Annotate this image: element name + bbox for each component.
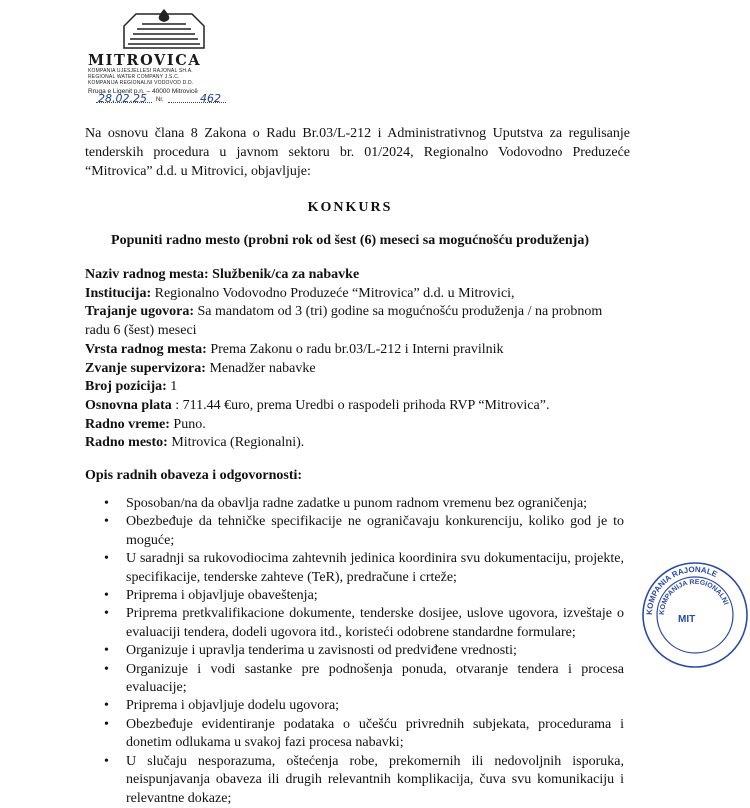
- bullet-icon: •: [104, 698, 109, 714]
- field-value: Sa mandatom od 3 (tri) godine sa mogućnošću produženja / na probnom radu 6 (šest) meseci: [85, 304, 603, 339]
- bullet-icon: •: [104, 588, 109, 604]
- company-name: MITROVICA: [88, 52, 202, 69]
- duty-text: Sposoban/na da obavlja radne zadatke u punom radnom vremenu bez ograničenja;: [126, 496, 588, 511]
- registration-number-label: Nr.: [156, 97, 164, 103]
- field-salary: [85, 397, 625, 416]
- field-value: Mitrovica (Regionalni).: [167, 435, 305, 451]
- field-label: Radno vreme:: [85, 416, 170, 432]
- field-label: Vrsta radnog mesta:: [85, 341, 207, 357]
- duty-text: Priprema pretkvalifikacione dokumente, tenderske dosijee, uslove ugovora, izveštaje o evaluaciji tendera, dodeli ugovora itd., koristeći odobrene standardne formulare;: [126, 606, 624, 640]
- bullet-icon: •: [104, 661, 109, 677]
- duty-text: Pripremа i objavljuje obaveštenja;: [126, 588, 318, 604]
- bullet-icon: •: [104, 606, 109, 622]
- field-label: Osnovna plata: [85, 397, 172, 413]
- duty-item: [104, 753, 624, 808]
- duty-item: [104, 495, 624, 513]
- field-value: Puno.: [169, 416, 206, 432]
- duties-list: [104, 495, 624, 808]
- bullet-icon: •: [104, 753, 109, 769]
- stamp-text-inner: KOMPANIJA REGIONALNI: [658, 578, 730, 616]
- bullet-icon: •: [104, 496, 109, 511]
- document-title: KONKURS: [307, 200, 393, 215]
- field-value: Regionalno Vodovodno Produzeće “Mitrovica” d.d. u Mitrovici,: [151, 285, 515, 301]
- position-details: [85, 266, 625, 453]
- duty-text: Priprema i objavljuje dodelu ugovora;: [126, 698, 340, 714]
- company-address: Rruga e Ligenit p.n. – 40000 Mitrovicë: [88, 88, 198, 95]
- duties-heading: Opis radnih obaveza i odgovornosti:: [85, 468, 303, 483]
- field-value: Menadžer nabavke: [205, 360, 316, 376]
- field-value: : 711.44 €uro, prema Uredbi o raspodeli prihoda RVP “Mitrovica”.: [171, 397, 550, 413]
- duty-item: [104, 513, 624, 550]
- duty-item: [104, 661, 624, 698]
- field-location: [85, 434, 625, 453]
- stamp-text-mid: MIT: [678, 614, 696, 625]
- stamp-text-outer: KOMPANIA RAJONALE: [644, 564, 719, 616]
- field-label: Radno mesto:: [85, 435, 168, 451]
- duty-item: [104, 716, 624, 753]
- field-position-type: [85, 341, 625, 360]
- field-positions-count: [85, 378, 625, 397]
- duty-text: U slučaju nesporazuma, oštećenja robe, prekomernih ili nedovoljnih isporuka, neispunjavanja obaveza ili drugih relevantnih komplikacija, čuva svu komunikaciju i relevantne dokaze;: [126, 753, 624, 806]
- field-value: Službenik/ca za nabavke: [208, 267, 360, 282]
- field-supervisor: [85, 360, 625, 379]
- duty-text: U saradnji sa rukovodiocima zahtevnih jedinica koordinira svu dokumentaciju, projekte, specifikacije, tenderske zahteve (TeR), predračune i crteže;: [126, 551, 624, 585]
- intro-paragraph: Na osnovu člana 8 Zakona o Radu Br.03/L-212 i Administrativnog Uputstva za regulisanje tenderskih procedura u javnom sektoru br. 01/2024, Regionalno Vodovodno Preduzeće “Mitrovica” d.d. u Mitrovici, objavljuje:: [85, 126, 630, 179]
- bullet-icon: •: [104, 643, 109, 659]
- duty-item: [104, 605, 624, 642]
- duty-text: Organizuje i vodi sastanke pre podnošenja ponuda, otvaranje tendera i procesa evaluacije;: [126, 661, 624, 696]
- company-subtitle-line: REGIONAL WATER COMPANY J.S.C.: [88, 74, 180, 80]
- duty-item: [104, 642, 624, 660]
- company-subtitle-line: KOMPANIJA REGIONALNI VODOVOD D.D.: [88, 80, 194, 86]
- field-contract-duration: [85, 303, 625, 340]
- registration-number: 462: [200, 92, 221, 105]
- field-label: Trajanje ugovora:: [85, 304, 194, 320]
- bullet-icon: •: [104, 551, 109, 567]
- company-subtitle: [88, 68, 228, 86]
- bullet-icon: •: [104, 514, 109, 530]
- document-subtitle: Popuniti radno mesto (probni rok od šest (6) meseci sa mogućnošću produženja): [111, 233, 589, 248]
- duty-text: Obezbeđuje da tehničke specifikacije ne ograničavaju konkurenciju, koliko god je to moguće;: [126, 514, 624, 548]
- company-subtitle-line: KOMPANIA UJESJELLESI RAJONAL SH.A.: [88, 68, 193, 74]
- duty-item: [104, 587, 624, 605]
- duty-text: Organizuje i upravlja tenderima u zavisnosti od predviđene vrednosti;: [126, 643, 517, 659]
- bullet-icon: •: [104, 716, 109, 732]
- field-label: Broj pozicija:: [85, 379, 167, 395]
- company-logo-icon: [118, 8, 210, 50]
- field-label: Zvanje supervizora:: [85, 360, 206, 376]
- field-value: 1: [166, 379, 178, 395]
- duty-item: [104, 697, 624, 715]
- field-position-name: [85, 266, 625, 285]
- field-label: Institucija:: [85, 285, 152, 301]
- duty-text: Obezbeđuje evidentiranje podataka o učešću privrednih subjekata, procedurama i donetim odlukama u svakoj fazi procesa nabavki;: [126, 716, 624, 751]
- field-label: Naziv radnog mesta:: [85, 267, 209, 282]
- field-institution: [85, 285, 625, 304]
- duty-item: [104, 550, 624, 587]
- field-working-hours: [85, 416, 625, 435]
- registration-date: 28.02.25: [98, 92, 147, 105]
- company-stamp-icon: [640, 560, 750, 670]
- field-value: Prema Zakonu o radu br.03/L-212 i Interni pravilnik: [206, 341, 504, 357]
